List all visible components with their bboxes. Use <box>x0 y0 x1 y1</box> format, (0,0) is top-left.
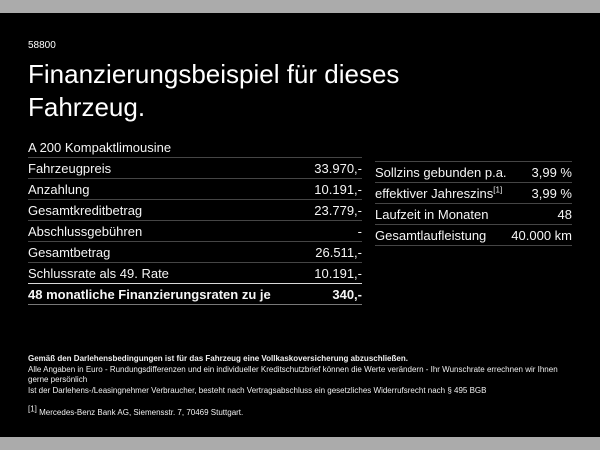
row-label: Abschlussgebühren <box>28 223 143 239</box>
row-value: 10.191,- <box>314 265 362 281</box>
footnote-ref-marker: [1] <box>493 185 503 195</box>
footnote-widerrufsrecht: Ist der Darlehens-/Leasingnehmer Verbraucher, besteht nach Vertragsabschluss ein gesetzliches Widerrufsrecht nach § 495 BGB <box>28 385 487 395</box>
offer-ref-number: 58800 <box>28 40 56 51</box>
row-label: Laufzeit in Monaten <box>375 206 489 222</box>
row-value: 48 <box>557 206 572 222</box>
table-row-schlussrate <box>28 263 362 284</box>
row-label: Schlussrate als 49. Rate <box>28 265 169 281</box>
row-value: 23.779,- <box>314 202 362 218</box>
row-value: 10.191,- <box>314 181 362 197</box>
row-label: Fahrzeugpreis <box>28 160 112 176</box>
row-label-text: effektiver Jahreszins <box>375 185 494 201</box>
row-value: 33.970,- <box>314 160 362 176</box>
row-value: 40.000 km <box>511 227 572 243</box>
table-row-fahrzeugpreis <box>28 158 362 179</box>
row-value: - <box>357 223 362 239</box>
row-value: 3,99 % <box>531 164 572 180</box>
footnotes <box>28 354 572 419</box>
row-label: Gesamtkreditbetrag <box>28 202 143 218</box>
row-value: 26.511,- <box>315 244 362 260</box>
footnote-disclaimer: Alle Angaben in Euro - Rundungsdifferenzen und ein individueller Kreditschutzbrief können die Werte verändern - Ihr Wunschrate errechnen wir Ihnen gerne persönlich <box>28 364 558 384</box>
financing-panel <box>28 13 572 419</box>
row-label: Gesamtbetrag <box>28 244 111 260</box>
bottom-frame-bar <box>0 437 600 450</box>
row-value: 3,99 % <box>531 185 572 201</box>
table-row-gesamtbetrag <box>28 242 362 263</box>
row-label: Gesamtlaufleistung <box>375 227 487 243</box>
table-row-abschlussgebuehren <box>28 221 362 242</box>
table-row-sollzins <box>375 162 572 183</box>
footnote-bank <box>28 404 572 419</box>
top-frame-bar <box>0 0 600 13</box>
footnote-bank-text: Mercedes-Benz Bank AG, Siemensstr. 7, 70469 Stuttgart. <box>39 408 244 417</box>
page-title-line1: Finanzierungsbeispiel für dieses <box>28 59 400 89</box>
financing-tables <box>28 137 572 305</box>
row-label <box>375 186 502 201</box>
financing-table-left <box>28 137 362 305</box>
table-row-gesamtkreditbetrag <box>28 200 362 221</box>
row-label: 48 monatliche Finanzierungsraten zu je <box>28 286 271 302</box>
page-title <box>28 58 572 124</box>
row-label: Sollzins gebunden p.a. <box>375 164 507 180</box>
table-row-laufzeit <box>375 204 572 225</box>
row-label: Anzahlung <box>28 181 90 197</box>
table-row-effektiver-jahreszins <box>375 183 572 204</box>
footnote-ref-marker: [1] <box>28 404 37 414</box>
financing-table-right <box>375 161 572 305</box>
table-row-gesamtlaufleistung <box>375 225 572 246</box>
row-value: 340,- <box>332 286 362 302</box>
vehicle-model-row <box>28 137 362 158</box>
table-row-anzahlung <box>28 179 362 200</box>
vehicle-model-label: A 200 Kompaktlimousine <box>28 139 172 155</box>
table-row-monthly-rate <box>28 284 362 305</box>
page-title-line2: Fahrzeug. <box>28 92 146 122</box>
footnote-insurance: Gemäß den Darlehensbedingungen ist für das Fahrzeug eine Vollkaskoversicherung abzuschließen. <box>28 354 408 363</box>
